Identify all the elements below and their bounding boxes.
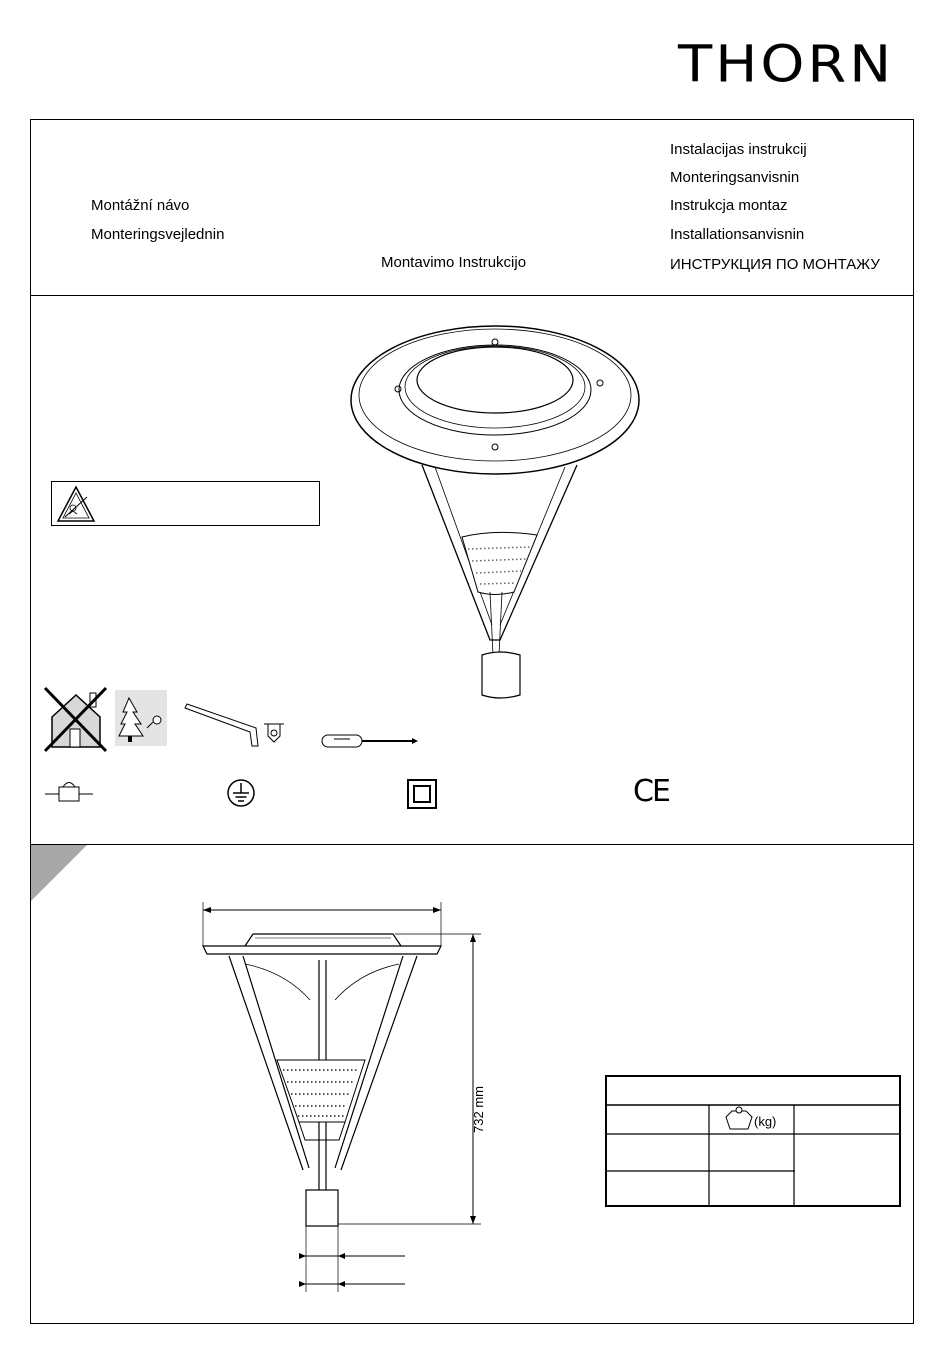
earth-ground-icon [226, 778, 256, 808]
title-latvian: Instalacijas instrukcij [670, 141, 807, 158]
no-children-warning-icon [56, 484, 96, 524]
warning-box [51, 481, 320, 526]
screwdriver-icon [320, 730, 420, 752]
height-dimension-label: 732 mm [470, 1086, 486, 1133]
title-czech: Montážní návo [91, 197, 190, 214]
ce-mark-icon: CE [633, 774, 669, 809]
title-danish: Monteringsvejlednin [91, 226, 225, 243]
fuse-symbol-icon [45, 779, 95, 805]
luminaire-perspective-drawing [350, 325, 650, 705]
spec-table [605, 1075, 901, 1207]
not-for-indoor-icon [42, 685, 110, 755]
thorn-logo: THORN [678, 35, 895, 94]
allen-key-icon [182, 702, 292, 750]
spec-table-grid [605, 1075, 901, 1207]
weight-icon [726, 1107, 752, 1129]
title-polish: Instrukcja montaz [670, 197, 788, 214]
title-lithuanian: Montavimo Instrukcijo [381, 254, 527, 271]
section-corner-marker [31, 845, 91, 905]
title-norwegian: Monteringsanvisnin [670, 169, 800, 186]
class-ii-insulation-icon [406, 778, 438, 810]
divider-middle [30, 844, 914, 845]
outdoor-tree-icon [115, 690, 167, 746]
weight-unit-label: (kg) [754, 1114, 777, 1129]
title-swedish: Installationsanvisnin [670, 226, 805, 243]
title-russian: ИНСТРУКЦИЯ ПО МОНТАЖУ [670, 256, 880, 273]
luminaire-dimension-drawing [195, 900, 495, 1292]
divider-header [30, 295, 914, 296]
